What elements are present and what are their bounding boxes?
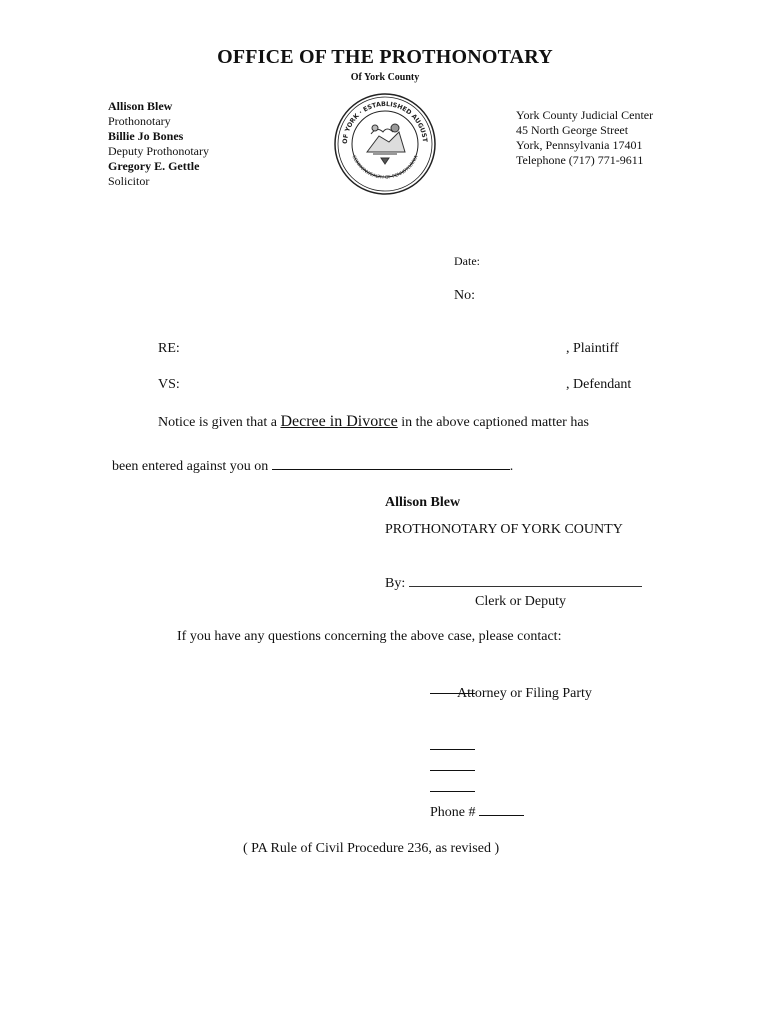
clerk-label: Clerk or Deputy [475,594,566,609]
phone-label: Phone # [430,805,479,820]
seal-bottom-text: COMMONWEALTH OF PENNSYLVANIA [350,154,420,181]
signature-blank [409,586,642,587]
address-line: 45 North George Street [516,123,629,137]
staff-role: Deputy Prothonotary [108,144,209,158]
defendant-label: , Defendant [566,377,632,392]
telephone-line: Telephone (717) 771-9611 [516,153,644,167]
staff-list [108,99,209,189]
signatory-title: PROTHONOTARY OF YORK COUNTY [385,522,623,537]
page-title: OFFICE OF THE PROTHONOTARY [217,46,553,68]
address-blank [430,737,475,755]
address-line: York County Judicial Center [516,108,654,122]
vs-label: VS: [158,377,180,392]
re-label: RE: [158,341,180,356]
address-line: York, Pennsylvania 17401 [516,138,643,152]
staff-role: Prothonotary [108,114,171,128]
staff-name: Gregory E. Gettle [108,159,200,173]
staff-name: Billie Jo Bones [108,129,184,143]
attorney-label: Attorney or Filing Party [457,686,592,701]
phone-line [430,805,524,821]
by-line: By: [385,576,642,592]
page-subtitle: Of York County [350,72,420,83]
rule-citation: ( PA Rule of Civil Procedure 236, as revised ) [243,841,500,856]
notice-text: in the above captioned matter has [397,415,589,430]
address-blank [430,758,475,776]
entry-date-blank [272,457,510,470]
signatory-name: Allison Blew [385,495,461,510]
notice-line-1 [158,413,589,431]
notice-text: been entered against you on [112,459,272,474]
case-number-label: No: [454,288,475,303]
contact-question: If you have any questions concerning the above case, please contact: [177,629,562,644]
decree-type: Decree in Divorce [280,413,398,430]
plaintiff-label: , Plaintiff [566,341,619,356]
notice-text: Notice is given that a [158,415,281,430]
staff-name: Allison Blew [108,99,173,113]
address-blank [430,779,475,797]
staff-role: Solicitor [108,174,150,188]
notice-line-2: been entered against you on . [112,459,514,474]
seal-top-text: OF YORK · ESTABLISHED AUGUST [341,100,428,145]
date-label: Date: [454,254,480,268]
phone-blank [479,815,524,816]
address-block [516,108,653,168]
county-seal-icon [333,92,437,196]
